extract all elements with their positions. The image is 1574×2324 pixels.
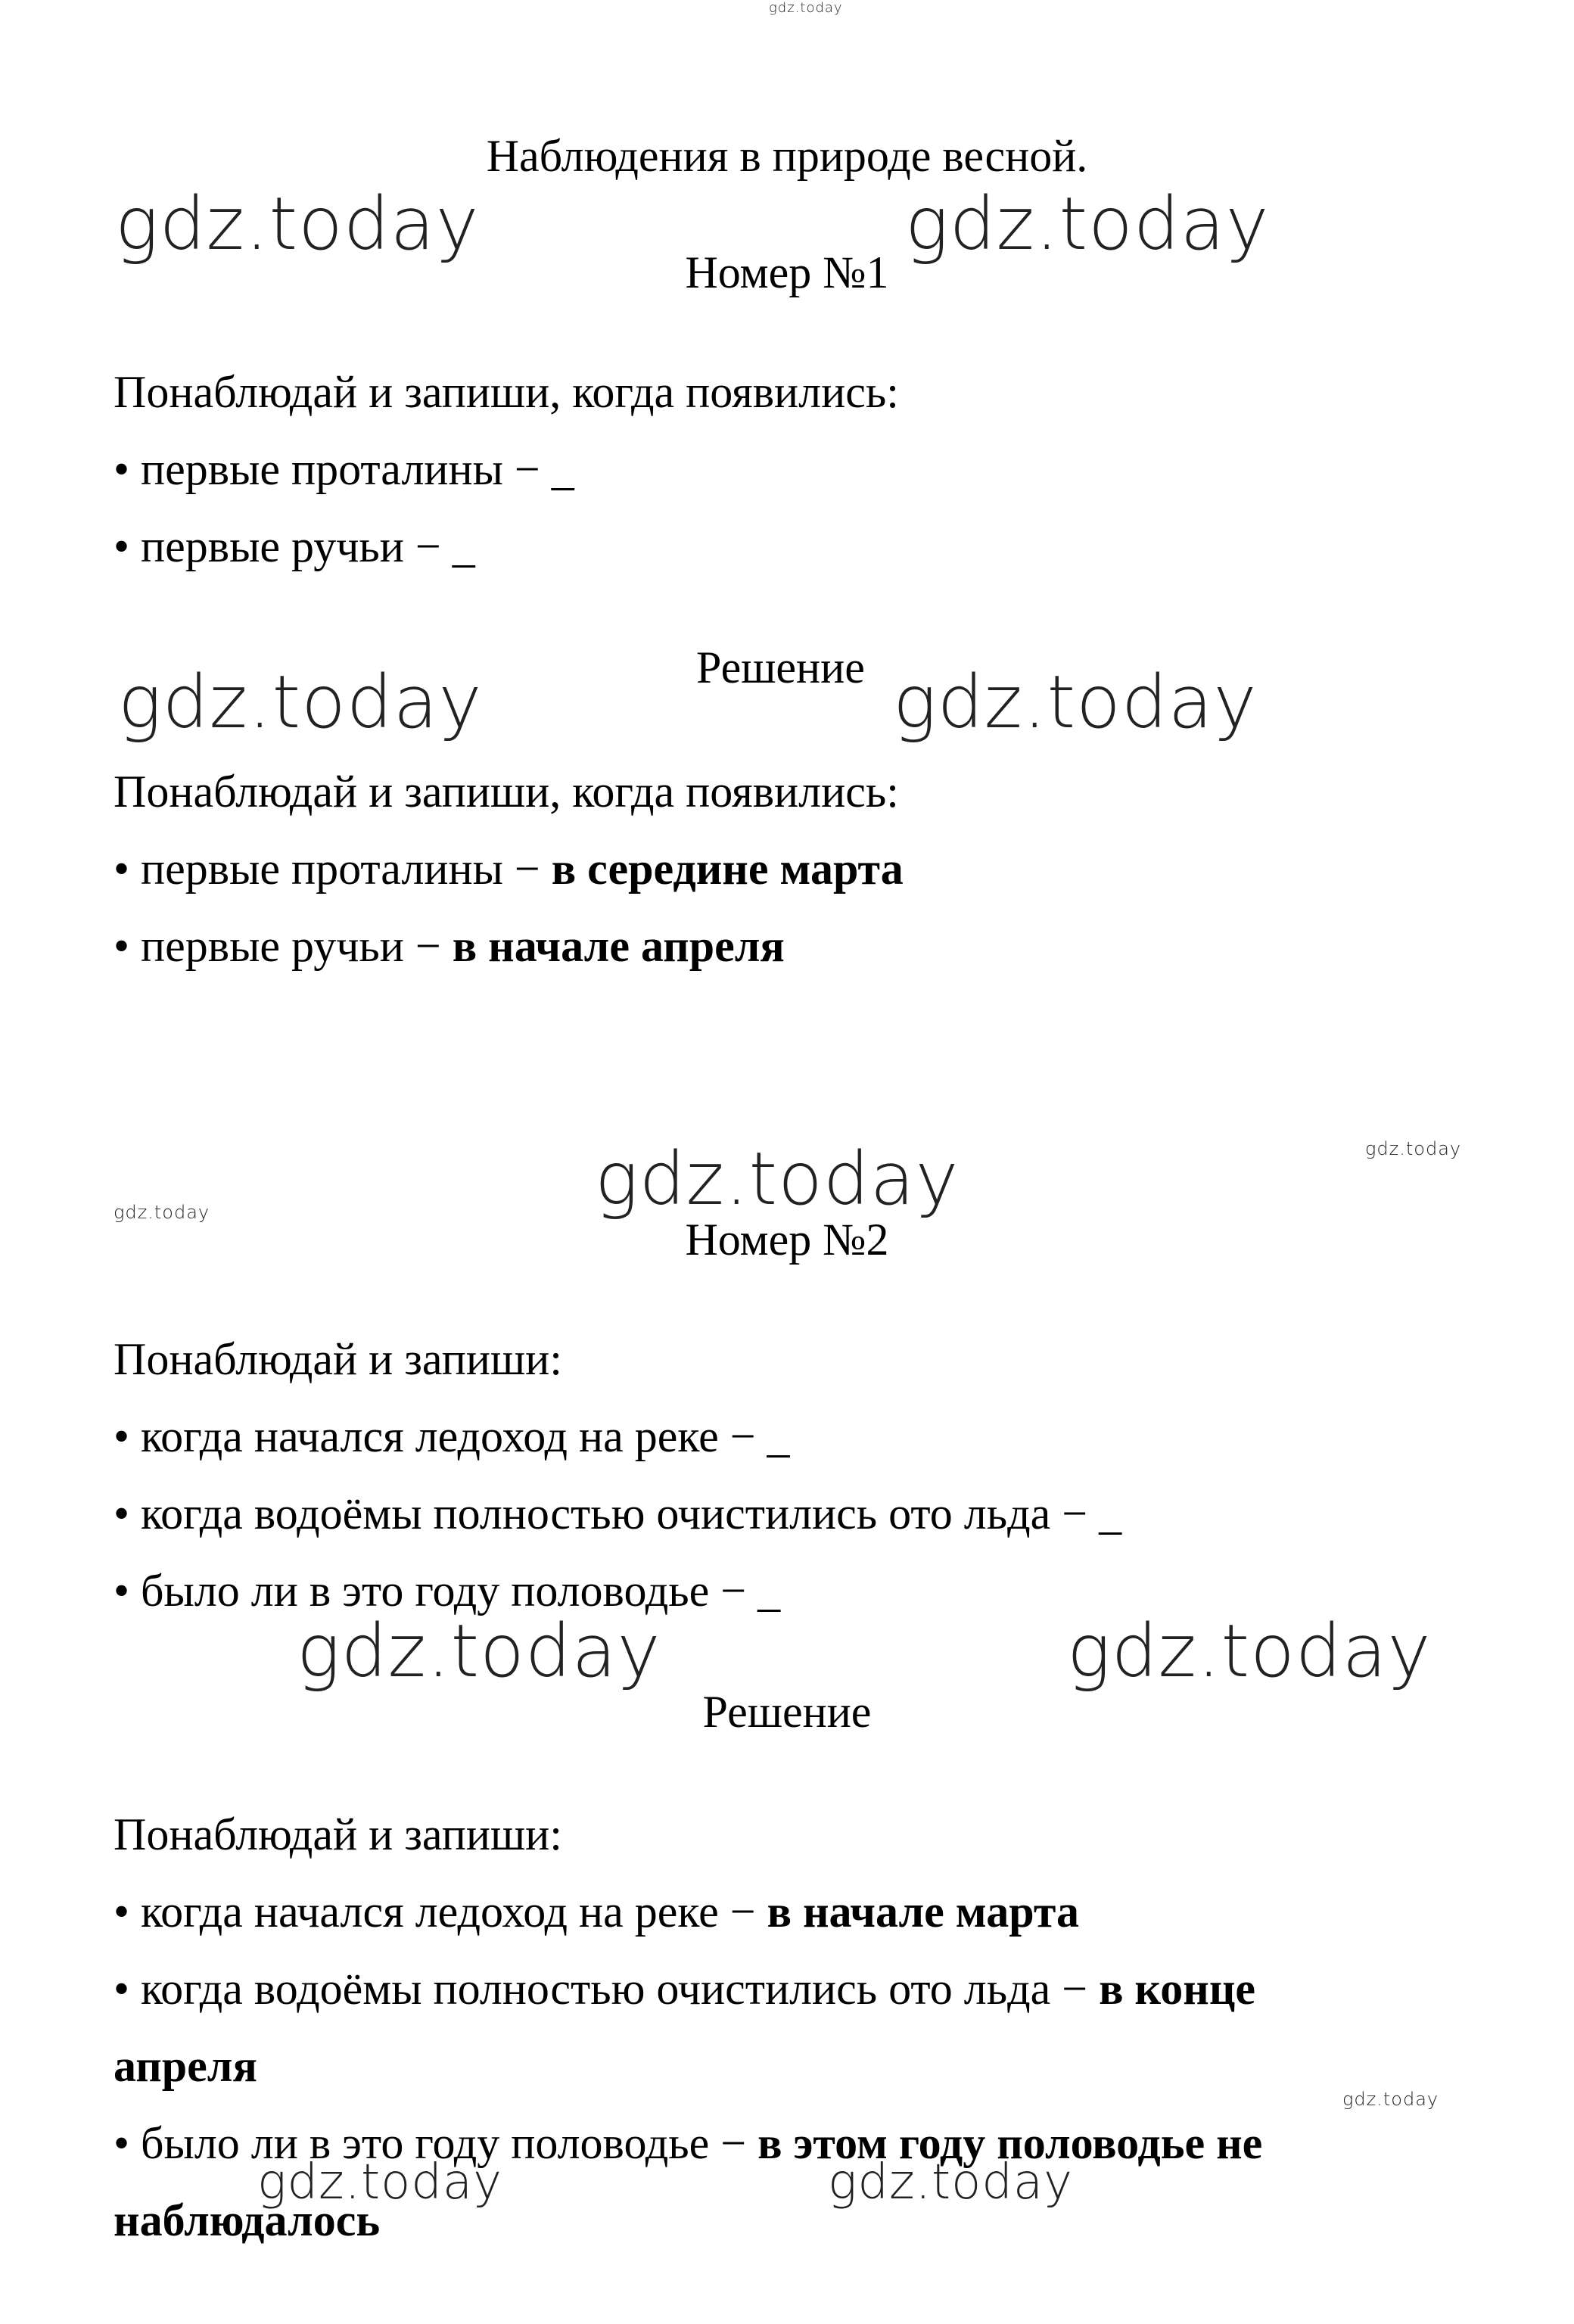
answer-value: в середине марта: [551, 844, 904, 894]
task2-answer-intro: Понаблюдай и запиши:: [114, 1809, 562, 1859]
task1-answer-item: [114, 844, 904, 894]
watermark: gdz.today: [828, 2154, 1073, 2210]
task2-solution-heading: Решение: [702, 1687, 872, 1737]
answer-value: в начале марта: [767, 1887, 1080, 1937]
watermark: gdz.today: [1342, 2089, 1439, 2110]
answer-prefix: • первые ручьи −: [114, 921, 453, 971]
answer-continuation: наблюдалось: [114, 2195, 381, 2245]
watermark: gdz.today: [114, 1202, 210, 1223]
answer-prefix: • когда водоёмы полностью очистились ото льда −: [114, 1964, 1100, 2014]
watermark: gdz.today: [905, 182, 1270, 266]
task2-answer-item: [114, 1887, 1080, 1937]
answer-continuation: апреля: [114, 2041, 257, 2091]
task2-question-intro: Понаблюдай и запиши:: [114, 1334, 562, 1384]
watermark: gdz.today: [595, 1137, 960, 1221]
answer-prefix: • было ли в это году половодье −: [114, 2118, 758, 2168]
task1-heading: Номер №1: [685, 247, 889, 297]
watermark: gdz.today: [257, 2154, 502, 2210]
task2-answer-item: [114, 1964, 1256, 2014]
watermark: gdz.today: [115, 182, 480, 266]
task2-heading: Номер №2: [685, 1215, 889, 1265]
task1-solution-heading: Решение: [696, 642, 865, 692]
task1-question-item: • первые проталины − _: [114, 444, 574, 494]
watermark: gdz.today: [1067, 1609, 1432, 1694]
task2-question-item: • было ли в это году половодье − _: [114, 1566, 781, 1616]
watermark: gdz.today: [297, 1609, 661, 1694]
task2-answer-item: [114, 2120, 1262, 2166]
task2-question-item: • когда начался ледоход на реке − _: [114, 1411, 790, 1461]
task1-question-intro: Понаблюдай и запиши, когда появились:: [114, 367, 899, 417]
task1-question-item: • первые ручьи − _: [114, 521, 475, 571]
task1-answer-intro: Понаблюдай и запиши, когда появились:: [114, 767, 899, 817]
answer-prefix: • первые проталины −: [114, 844, 552, 894]
answer-value: в конце: [1099, 1964, 1256, 2014]
watermark: gdz.today: [893, 660, 1258, 745]
task1-answer-item: [114, 923, 785, 969]
task2-question-item: • когда водоёмы полностью очистились ото льда − _: [114, 1489, 1122, 1538]
answer-prefix: • когда начался ледоход на реке −: [114, 1887, 767, 1937]
answer-value: в начале апреля: [452, 921, 785, 971]
page-title: Наблюдения в природе весной.: [486, 131, 1088, 181]
watermark: gdz.today: [1365, 1138, 1462, 1159]
watermark: gdz.today: [118, 660, 483, 745]
watermark-top: gdz.today: [769, 0, 843, 16]
answer-value: в этом году половодье не: [757, 2118, 1263, 2168]
